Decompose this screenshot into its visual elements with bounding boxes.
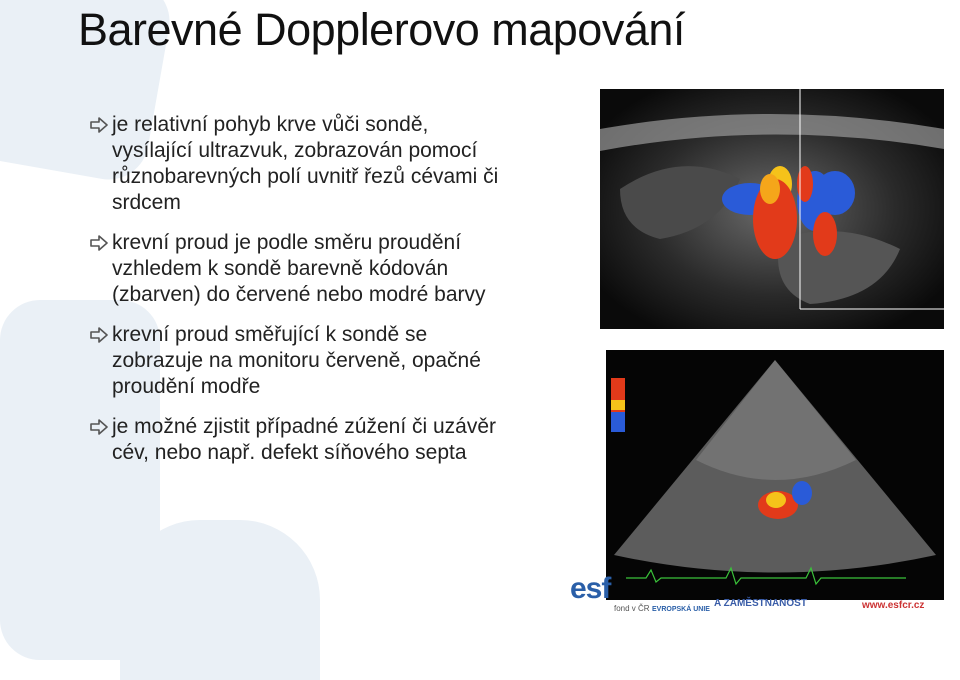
esf-logo-subtitle: fond v ČR bbox=[614, 604, 650, 613]
slide-title: Barevné Dopplerovo mapování bbox=[78, 4, 685, 55]
background-shape bbox=[120, 520, 320, 680]
footer-logos bbox=[562, 570, 960, 620]
bullet-text: je relativní pohyb krve vůči sondě, vysílající ultrazvuk, zobrazován pomocí různobarevných polí uvnitř řezů cévami či srdcem bbox=[112, 113, 499, 214]
bullet-list bbox=[90, 112, 510, 480]
bullet-item bbox=[90, 230, 510, 308]
doppler-ultrasound-image-1 bbox=[600, 89, 944, 329]
bullet-item bbox=[90, 414, 510, 466]
hollow-arrow-right-icon bbox=[90, 235, 108, 251]
eu-logo: EVROPSKÁ UNIE bbox=[652, 606, 710, 613]
hollow-arrow-right-icon bbox=[90, 327, 108, 343]
bullet-item bbox=[90, 112, 510, 216]
bullet-text: je možné zjistit případné zúžení či uzávěr cév, nebo např. defekt síňového septa bbox=[112, 415, 497, 464]
doppler-ultrasound-image-2 bbox=[606, 350, 944, 600]
ministry-logo: A ZAMĚSTNANOST bbox=[714, 598, 807, 609]
bullet-text: krevní proud je podle směru proudění vzhledem k sondě barevně kódován (zbarven) do červené nebo modré barvy bbox=[112, 231, 486, 306]
hollow-arrow-right-icon bbox=[90, 117, 108, 133]
hollow-arrow-right-icon bbox=[90, 419, 108, 435]
bullet-text: krevní proud směřující k sondě se zobrazuje na monitoru červeně, opačné proudění modře bbox=[112, 323, 481, 398]
footer-url: www.esfcr.cz bbox=[862, 600, 925, 611]
esf-logo: esf bbox=[570, 572, 611, 605]
bullet-item bbox=[90, 322, 510, 400]
